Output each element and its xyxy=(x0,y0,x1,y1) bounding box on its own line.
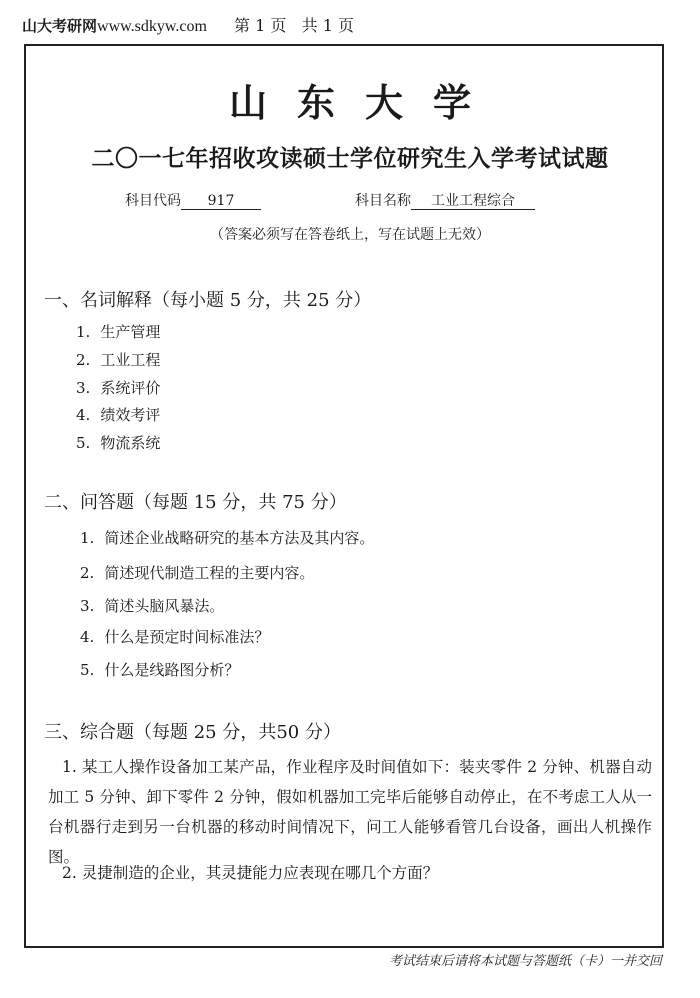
page-info: 第 1 页 共 1 页 xyxy=(234,16,354,35)
list-item: 3. 系统评价 xyxy=(76,379,161,397)
section-heading: 三、综合题（每题 25 分，共50 分） xyxy=(44,722,341,743)
list-item: 5. 物流系统 xyxy=(76,434,161,452)
section-heading: 二、问答题（每题 15 分，共 75 分） xyxy=(44,492,347,513)
site-name: 山大考研网 xyxy=(22,17,98,35)
list-item: 5. 什么是线路图分析？ xyxy=(80,661,240,679)
page-header xyxy=(22,12,682,40)
subject-code xyxy=(125,190,261,210)
exam-subtitle: 二〇一七年招收攻读硕士学位研究生入学考试试题 xyxy=(91,145,609,172)
list-item: 1. 生产管理 xyxy=(76,323,161,341)
answer-notice: （答案必须写在答卷纸上，写在试题上无效） xyxy=(210,227,490,243)
list-item: 4. 绩效考评 xyxy=(76,406,161,424)
list-item: 4. 什么是预定时间标准法？ xyxy=(80,628,270,646)
list-item: 1. 简述企业战略研究的基本方法及其内容。 xyxy=(80,529,375,547)
site-url[interactable]: www.sdkyw.com xyxy=(97,18,207,35)
section-heading: 一、名词解释（每小题 5 分，共 25 分） xyxy=(44,290,372,311)
subject-code-value: 917 xyxy=(181,193,261,210)
list-item: 2. 简述现代制造工程的主要内容。 xyxy=(80,564,315,582)
footer-note: 考试结束后请将本试题与答题纸（卡）一并交回 xyxy=(388,954,662,969)
question-paragraph: 2. 灵捷制造的企业，其灵捷能力应表现在哪几个方面？ xyxy=(62,864,439,882)
question-paragraph: 1. 某工人操作设备加工某产品，作业程序及时间值如下：装夹零件 2 分钟、机器自动加工 5 分钟、卸下零件 2 分钟，假如机器加工完毕后能够自动停止，在不考虑工人从一台机器行走到另一台机器的移动时间情况下，问工人能够看管几台设备，画出人机操作图。 xyxy=(48,758,653,866)
university-title: 山东大学 xyxy=(228,80,501,125)
list-item: 2. 工业工程 xyxy=(76,351,161,369)
list-item: 3. 简述头脑风暴法。 xyxy=(80,597,225,615)
subject-name-value: 工业工程综合 xyxy=(411,193,535,210)
subject-name-label: 科目名称 xyxy=(355,193,411,209)
subject-name xyxy=(355,190,535,210)
subject-code-label: 科目代码 xyxy=(125,193,181,209)
